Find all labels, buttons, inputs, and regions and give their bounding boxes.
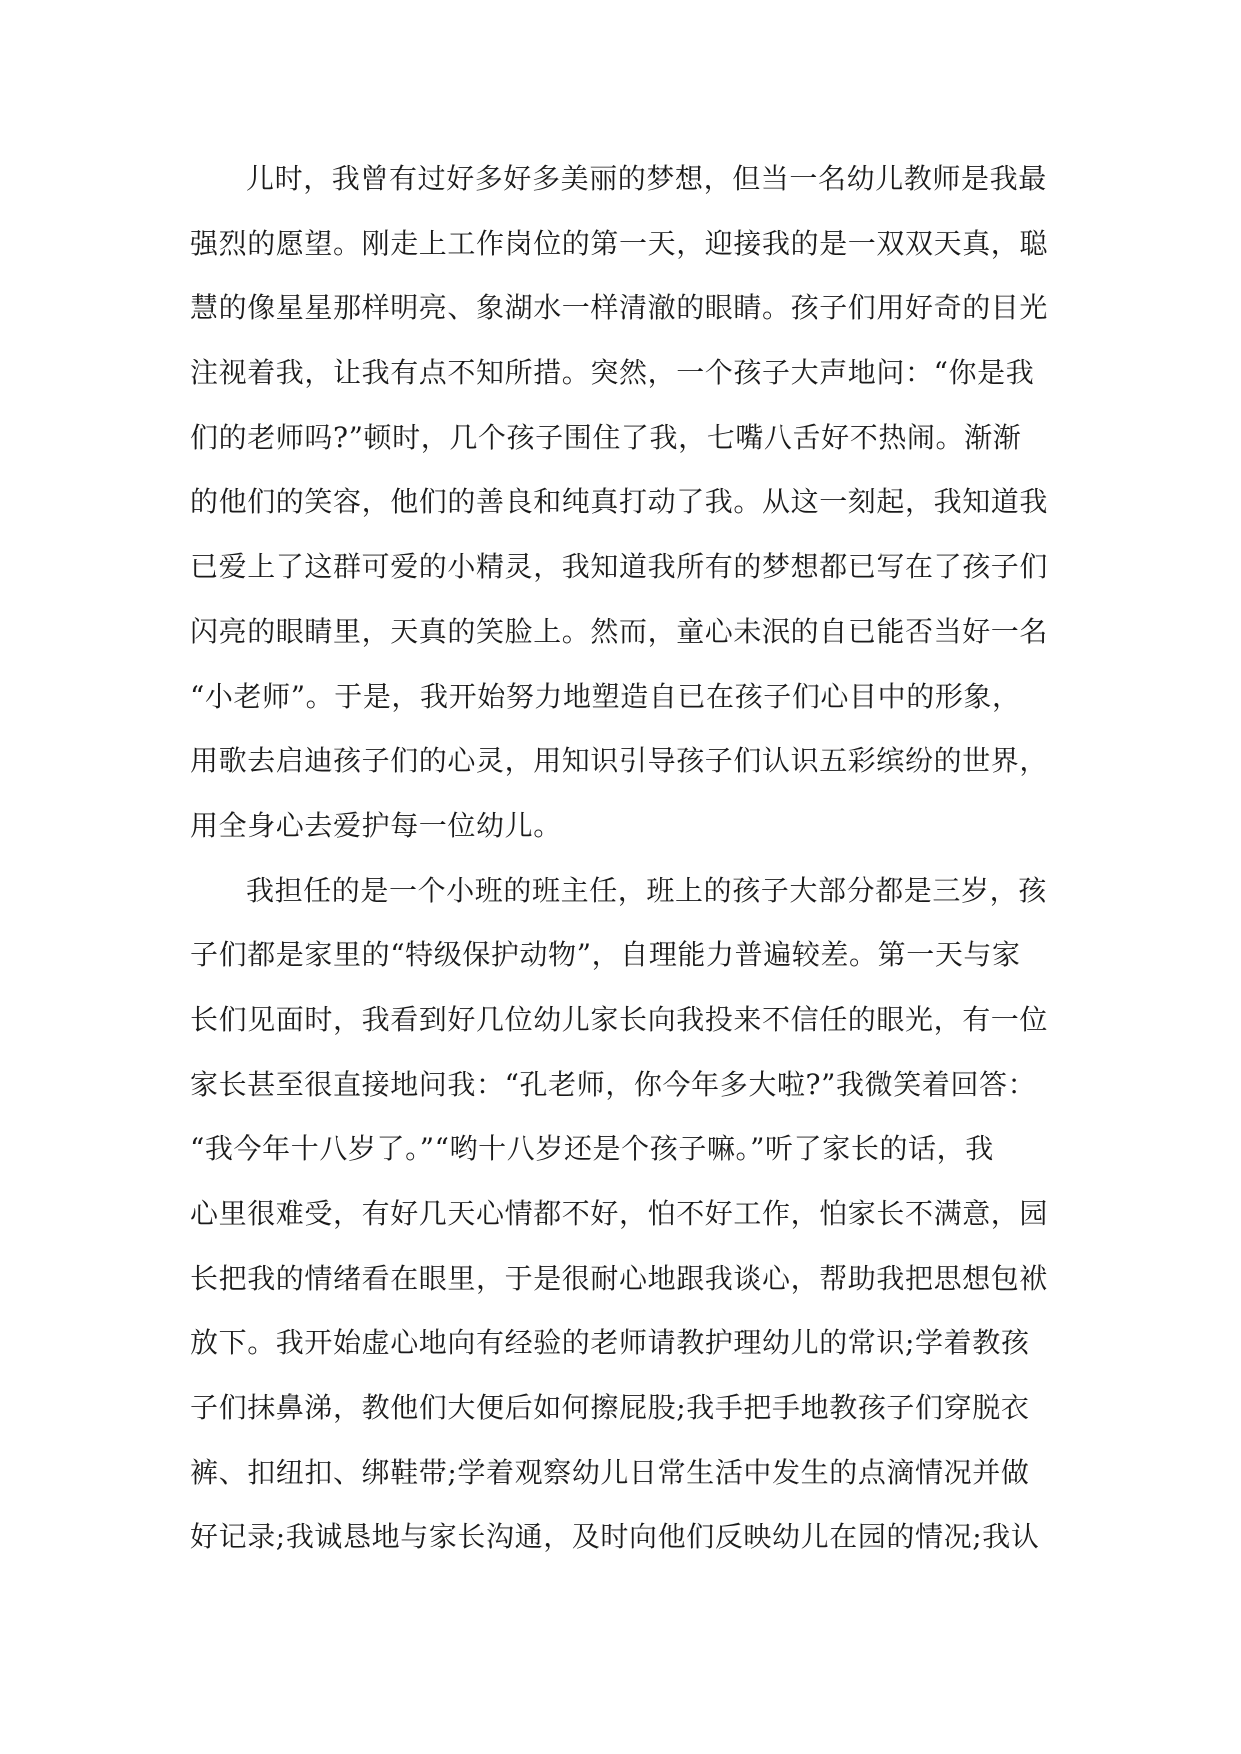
text-line: 强烈的愿望。刚走上工作岗位的第一天，迎接我的是一双双天真，聪 xyxy=(190,226,1049,260)
text-line: 们的老师吗?”顿时，几个孩子围住了我，七嘴八舌好不热闹。渐渐 xyxy=(190,420,1022,454)
text-line: “小老师”。于是，我开始努力地塑造自已在孩子们心目中的形象， xyxy=(190,679,1021,713)
text-line: 儿时，我曾有过好多好多美丽的梦想，但当一名幼儿教师是我最 xyxy=(246,162,1047,195)
text-line: 长把我的情绪看在眼里，于是很耐心地跟我谈心，帮助我把思想包袱 xyxy=(190,1261,1049,1295)
text-line: 放下。我开始虚心地向有经验的老师请教护理幼儿的常识;学着教孩 xyxy=(190,1326,1030,1360)
text-line: 闪亮的眼睛里，天真的笑脸上。然而，童心未泯的自已能否当好一名 xyxy=(190,614,1049,648)
text-line: 子们抹鼻涕，教他们大便后如何擦屁股;我手把手地教孩子们穿脱衣 xyxy=(190,1391,1030,1425)
text-line: 心里很难受，有好几天心情都不好，怕不好工作，怕家长不满意，园 xyxy=(190,1197,1049,1230)
text-line: 用歌去启迪孩子们的心灵，用知识引导孩子们认识五彩缤纷的世界， xyxy=(190,744,1049,778)
paragraph-1 xyxy=(190,161,1052,873)
text-line: 长们见面时，我看到好几位幼儿家长向我投来不信任的眼光，有一位 xyxy=(190,1002,1049,1036)
text-line: “我今年十八岁了。”“哟十八岁还是个孩子嘛。”听了家长的话，我 xyxy=(190,1132,994,1166)
text-line: 慧的像星星那样明亮、象湖水一样清澈的眼睛。孩子们用好奇的目光 xyxy=(190,291,1049,325)
text-line: 好记录;我诚恳地与家长沟通，及时向他们反映幼儿在园的情况;我认 xyxy=(190,1520,1040,1554)
text-line: 家长甚至很直接地问我：“孔老师，你今年多大啦?”我微笑着回答： xyxy=(190,1067,1037,1101)
text-line: 注视着我，让我有点不知所措。突然，一个孩子大声地问：“你是我 xyxy=(190,356,1035,390)
text-line: 用全身心去爱护每一位幼儿。 xyxy=(190,808,562,842)
text-line: 已爱上了这群可爱的小精灵，我知道我所有的梦想都已写在了孩子们 xyxy=(190,550,1049,584)
text-line: 的他们的笑容，他们的善良和纯真打动了我。从这一刻起，我知道我 xyxy=(190,485,1049,519)
body-text xyxy=(190,161,1052,1584)
text-line: 裤、扣纽扣、绑鞋带;学着观察幼儿日常生活中发生的点滴情况并做 xyxy=(190,1455,1030,1489)
paragraph-2 xyxy=(190,873,1052,1585)
text-line: 我担任的是一个小班的班主任，班上的孩子大部分都是三岁，孩 xyxy=(246,873,1047,907)
text-line: 子们都是家里的“特级保护动物”，自理能力普遍较差。第一天与家 xyxy=(190,938,1021,972)
